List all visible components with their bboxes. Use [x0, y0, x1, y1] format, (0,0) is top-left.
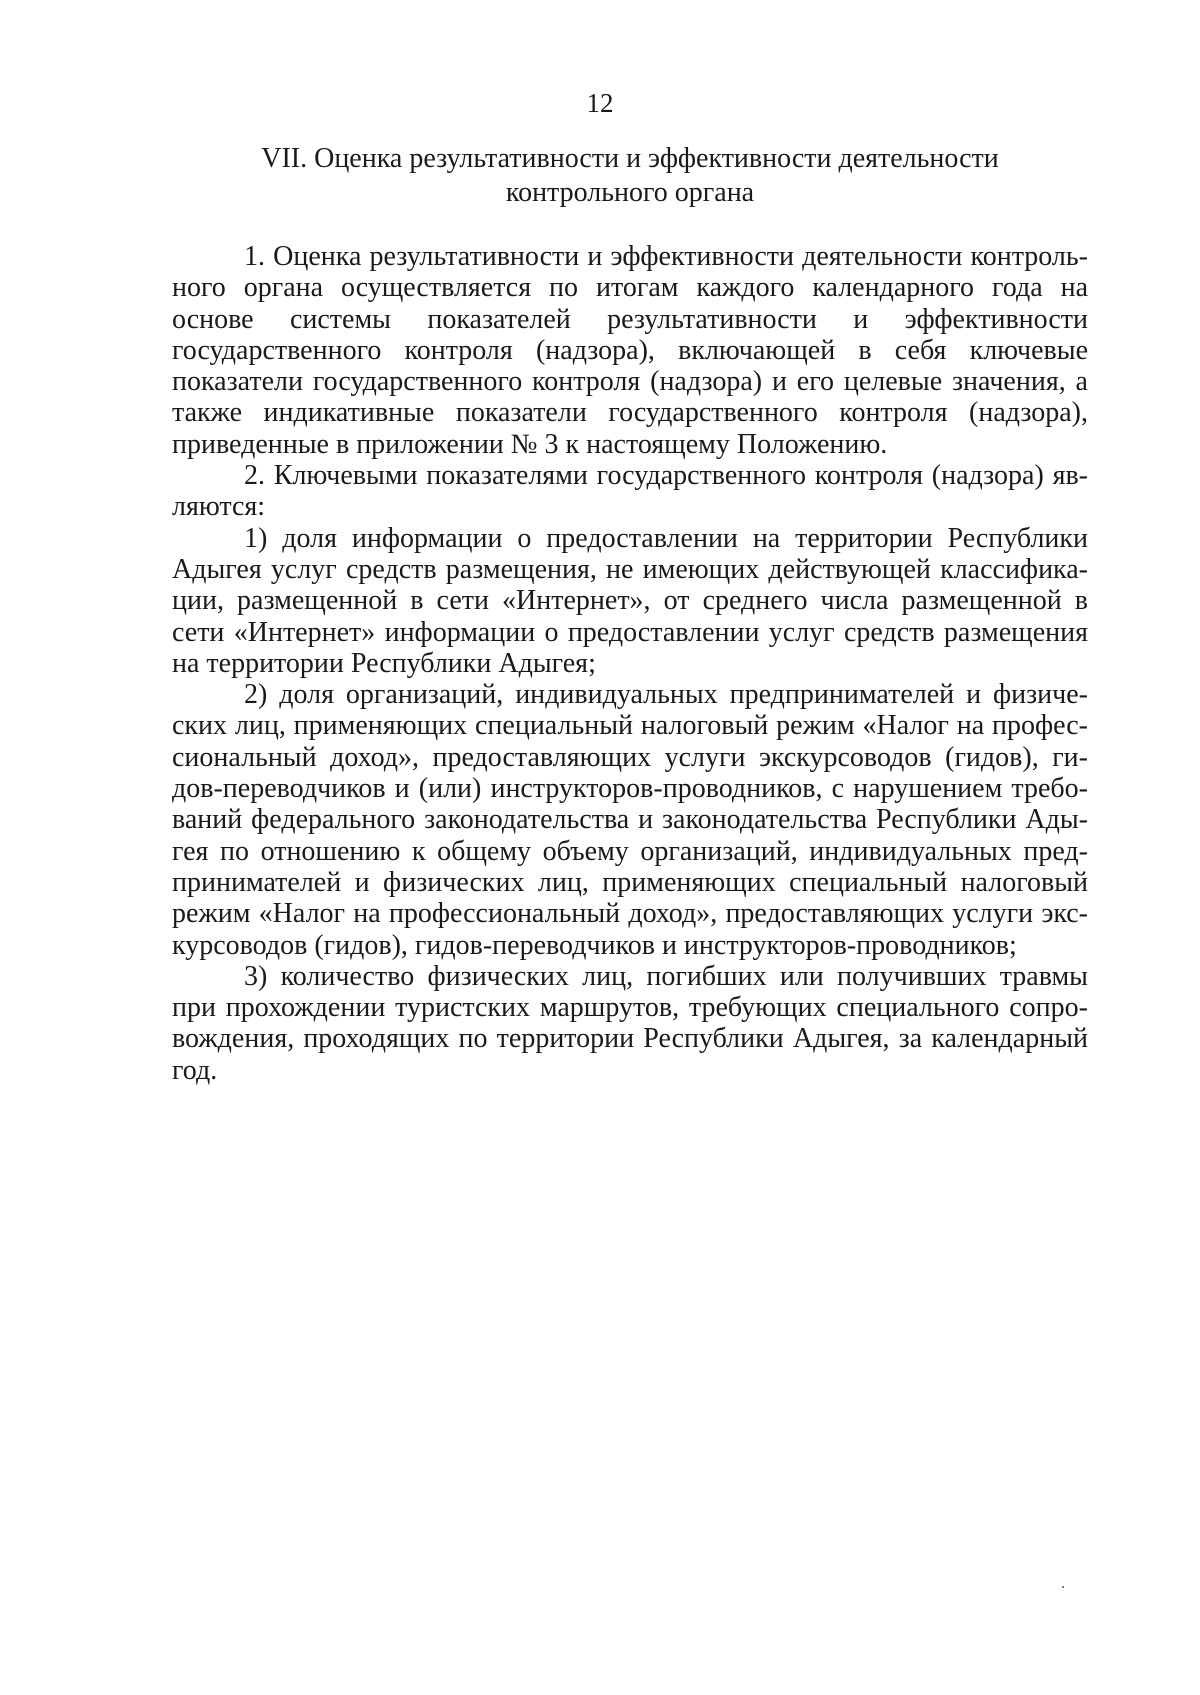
list-item-3: 3) количество физических лиц, погибших или получивших травмы при прохождении туристских маршрутов, требующих специального сопровождения, проходящих по территории Республики Адыгея, за календарный год.: [172, 960, 1088, 1086]
section-title-line-2: контрольного органа: [505, 177, 755, 208]
list-item-2: 2) доля организаций, индивидуальных предпринимателей и физических лиц, применяющих специальный налоговый режим «Налог на профессиональный доход», предоставляющих услуги экскурсоводов (гидов), гидов-переводчиков и (или) инструкторов-проводников, с нарушением требований федерального законодательства и законодательства Республики Адыгея по отношению к общему объему организаций, индивидуальных предпринимателей и физических лиц, применяющих специальный налоговый режим «Налог на профессиональный доход», предоставляющих услуги экскурсоводов (гидов), гидов-переводчиков и инструкторов-проводников;: [172, 679, 1088, 961]
section-title-line-1: VII. Оценка результативности и эффективности деятельности: [261, 143, 999, 174]
paragraph-2: 2. Ключевыми показателями государственного контроля (надзора) являются:: [172, 460, 1088, 523]
page-number: 12: [586, 88, 614, 118]
document-body: [172, 241, 1088, 1086]
section-title: [172, 142, 1088, 210]
paragraph-1: 1. Оценка результативности и эффективности деятельности контрольного органа осуществляется по итогам каждого календарного года на основе системы показателей результативности и эффективности государственного контроля (надзора), включающей в себя ключевые показатели государственного контроля (надзора) и его целевые значения, а также индикативные показатели государственного контроля (надзора), приведенные в приложении № 3 к настоящему Положению.: [172, 241, 1088, 460]
scan-artifact-dot: [1062, 1586, 1064, 1588]
list-item-1: 1) доля информации о предоставлении на территории Республики Адыгея услуг средств размещения, не имеющих действующей классификации, размещенной в сети «Интернет», от среднего числа размещенной в сети «Интернет» информации о предоставлении услуг средств размещения на территории Республики Адыгея;: [172, 522, 1088, 679]
